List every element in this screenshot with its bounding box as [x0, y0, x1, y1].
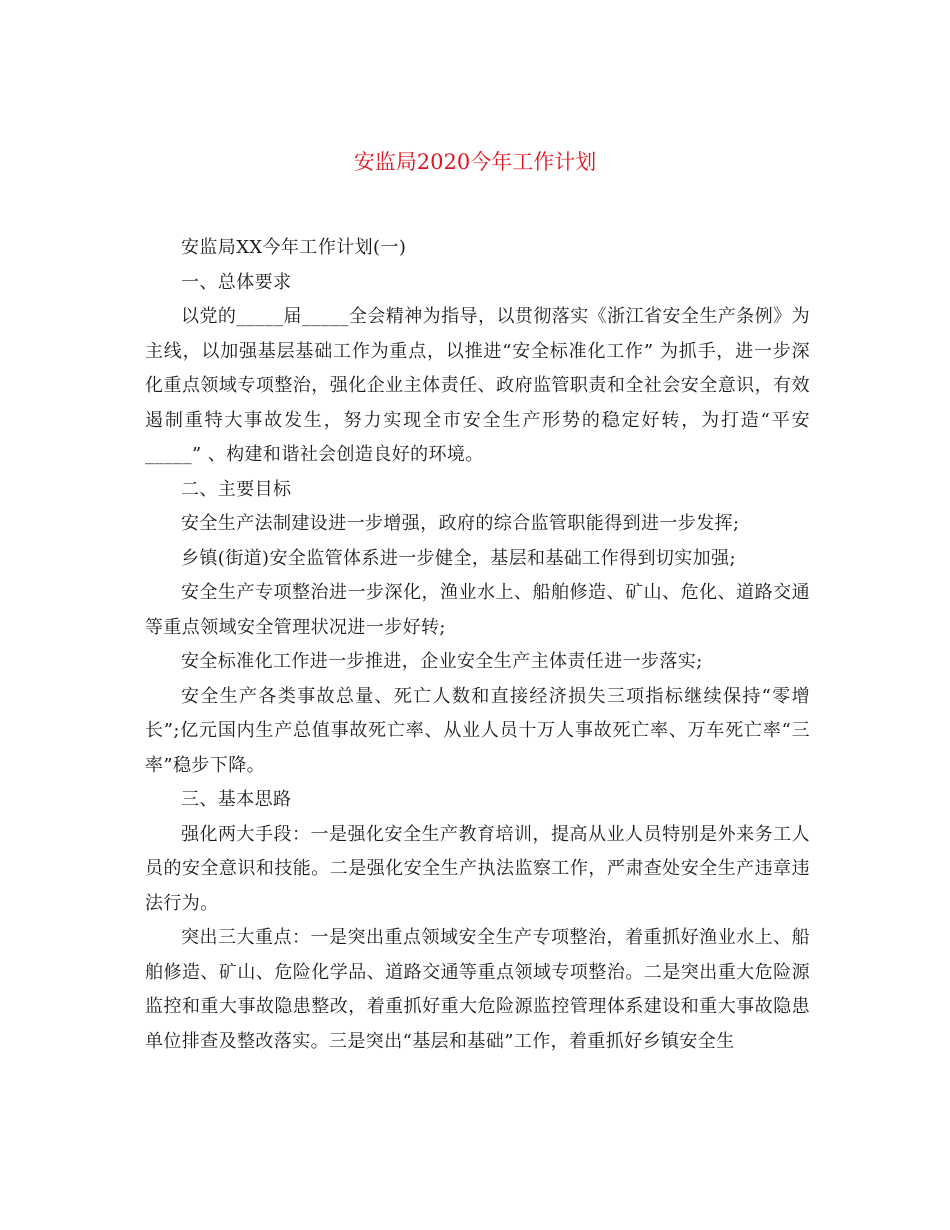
document-title: 安监局2020今年工作计划: [353, 150, 597, 174]
section-heading-2: 二、主要目标: [181, 478, 292, 500]
body-paragraph: 强化两大手段：一是强化安全生产教育培训，提高从业人员特别是外来务工人员的安全意识和技能。二是强化安全生产执法监察工作，严肃查处安全生产违章违法行为。: [145, 823, 810, 914]
body-paragraph: 以党的_____届_____全会精神为指导，以贯彻落实《浙江省安全生产条例》为主线，以加强基层基础工作为重点，以推进“安全标准化工作” 为抓手，进一步深化重点领域专项整治，强化企业主体责任、政府监管职责和全社会安全意识，有效遏制重特大事故发生，努力实现全市安全生产形势的稳定好转，为打造“平安_____” 、构建和谐社会创造良好的环境。: [145, 306, 810, 465]
body-paragraph: 安全生产各类事故总量、死亡人数和直接经济损失三项指标继续保持“零增长”;亿元国内生产总值事故死亡率、从业人员十万人事故死亡率、万车死亡率“三率”稳步下降。: [145, 685, 810, 776]
body-paragraph: 安全生产法制建设进一步增强，政府的综合监管职能得到进一步发挥;: [181, 513, 740, 534]
section-heading-1: 一、总体要求: [181, 271, 292, 293]
subtitle-paragraph: 安监局XX今年工作计划(一): [181, 237, 407, 258]
section-heading-3: 三、基本思路: [181, 789, 292, 810]
body-paragraph: 突出三大重点：一是突出重点领域安全生产专项整治，着重抓好渔业水上、船舶修造、矿山、危险化学品、道路交通等重点领域专项整治。二是突出重大危险源监控和重大事故隐患整改，着重抓好重大危险源监控管理体系建设和重大事故隐患单位排查及整改落实。三是突出“基层和基础”工作，着重抓好乡镇安全生: [145, 927, 810, 1052]
document-body: [145, 231, 810, 1059]
body-paragraph: 安全标准化工作进一步推进，企业安全生产主体责任进一步落实;: [181, 651, 703, 672]
body-paragraph: 乡镇(街道)安全监管体系进一步健全，基层和基础工作得到切实加强;: [181, 547, 736, 569]
body-paragraph: 安全生产专项整治进一步深化，渔业水上、船舶修造、矿山、危化、道路交通等重点领域安全管理状况进一步好转;: [145, 582, 810, 638]
